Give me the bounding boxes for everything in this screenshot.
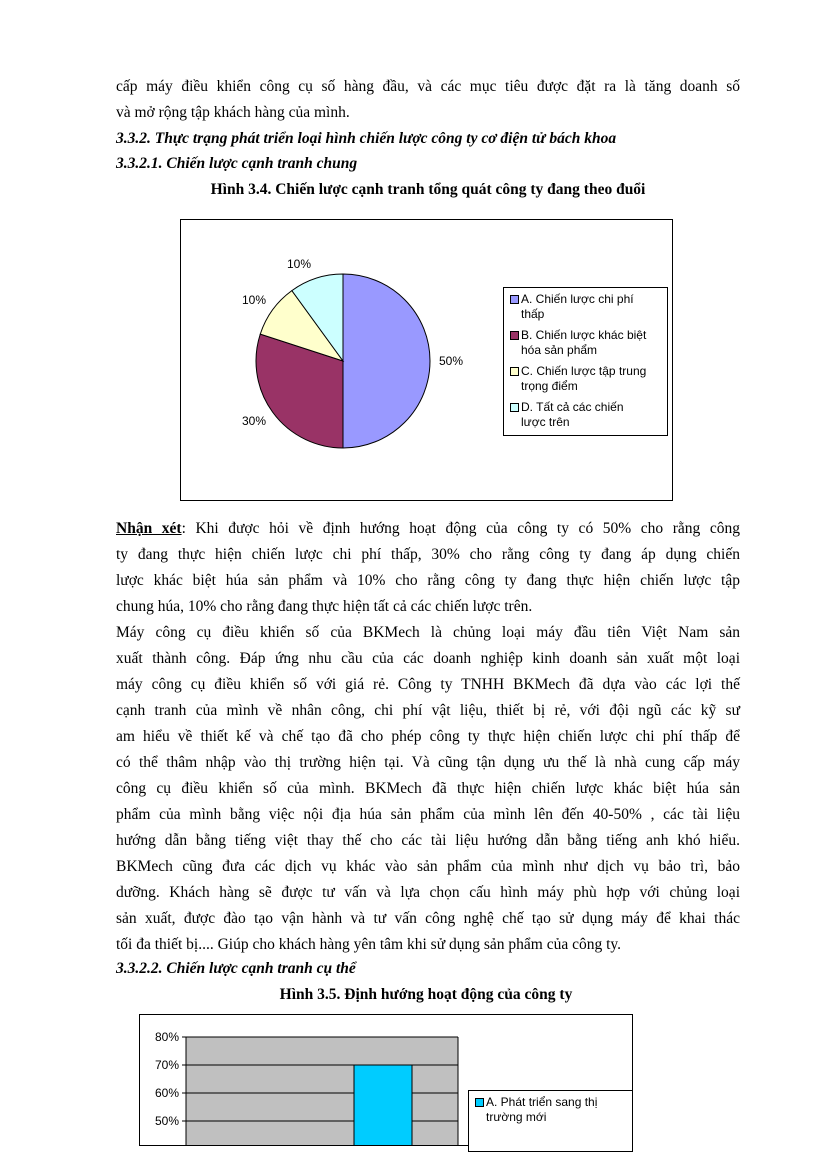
bar-ytick-label: 80%: [154, 1030, 179, 1044]
legend-b-line-2: hóa sản phẩm: [521, 343, 598, 357]
bar-plot-area: [186, 1037, 458, 1145]
pie-chart-frame: [180, 219, 673, 501]
bar-series-a: [354, 1065, 412, 1145]
remark-line-4: chung húa, 10% cho rằng đang thực hiện tất cả các chiến lược trên.: [116, 598, 533, 615]
pie-slice-a: [343, 274, 430, 448]
body-line: Máy công cụ điều khiển số của BKMech là chủng loại máy đầu tiên Việt Nam sản: [116, 624, 740, 641]
body-line: sản xuất, được đào tạo vận hành và tư vấn công nghệ chế tạo sử dụng máy để khai thác: [116, 910, 740, 927]
legend-c-line-2: trọng điểm: [521, 379, 578, 393]
legend-swatch-d: [510, 403, 519, 412]
body-line: hướng dẫn bằng tiếng việt thay thế cho các tài liệu hướng dẫn bằng tiếng anh khó hiểu.: [116, 832, 740, 849]
legend-a-line-2: thấp: [521, 307, 545, 321]
body-line: am hiểu về thiết kế và chế tạo đã cho phép công ty thực hiện chiến lược chi phí thấp để: [116, 728, 740, 745]
body-line: phẩm của mình bằng việc nội địa húa sản phẩm của mình lên đến 40-50% , các tài liệu: [116, 806, 740, 823]
remark-label: Nhận xét: [116, 520, 182, 537]
body-line: xuất thành công. Đáp ứng nhu cầu của các doanh nghiệp kinh doanh sản xuất một loại: [116, 650, 740, 667]
pie-label-d: 10%: [286, 257, 312, 271]
legend-swatch-bar-a: [475, 1098, 484, 1107]
section-heading-3-3-2-1: 3.3.2.1. Chiến lược cạnh tranh chung: [116, 155, 358, 172]
intro-line-1: cấp máy điều khiển công cụ số hàng đầu, và các mục tiêu được đặt ra là tăng doanh số: [116, 78, 740, 95]
legend-swatch-a: [510, 295, 519, 304]
bar-legend: [468, 1090, 633, 1152]
body-line: dưỡng. Khách hàng sẽ được tư vấn và lựa chọn cấu hình máy phù hợp với chủng loại: [116, 884, 740, 901]
section-heading-3-3-2: 3.3.2. Thực trạng phát triển loại hình chiến lược công ty cơ điện tử bách khoa: [116, 130, 617, 147]
remark-line-1: Nhận xét: Khi được hỏi về định hướng hoạt động của công ty có 50% cho rằng công: [116, 520, 740, 537]
legend-swatch-c: [510, 367, 519, 376]
body-line: tối đa thiết bị.... Giúp cho khách hàng yên tâm khi sử dụng sản phẩm của công ty.: [116, 936, 622, 953]
pie-label-a: 50%: [438, 354, 464, 368]
legend-swatch-b: [510, 331, 519, 340]
body-line: BKMech cũng đưa các dịch vụ khác vào sản phẩm của mình như dịch vụ bảo trì, bảo: [116, 858, 740, 875]
figure-3-4-caption: Hình 3.4. Chiến lược cạnh tranh tổng quát công ty đang theo đuổi: [210, 181, 646, 198]
legend-d-line-2: lược trên: [521, 415, 570, 429]
legend-b-line-1: B. Chiến lược khác biệt: [521, 328, 647, 342]
figure-3-5-caption: Hình 3.5. Định hướng hoạt động của công ty: [279, 986, 573, 1003]
section-heading-3-3-2-2: 3.3.2.2. Chiến lược cạnh tranh cụ thể: [116, 960, 356, 977]
pie-label-c: 10%: [241, 293, 267, 307]
remark-line-2: ty đang thực hiện chiến lược chi phí thấp, 30% cho rằng công ty đang áp dụng chiến: [116, 546, 740, 563]
bar-chart-frame: [139, 1014, 633, 1146]
pie-label-b: 30%: [241, 414, 267, 428]
legend-bar-a-line-2: trường mới: [486, 1110, 547, 1124]
legend-c-line-1: C. Chiến lược tập trung: [521, 364, 647, 378]
body-line: máy công cụ điều khiển số với giá rẻ. Công ty TNHH BKMech đã dựa vào các lợi thế: [116, 676, 740, 693]
legend-d-line-1: D. Tất cả các chiến: [521, 400, 624, 414]
legend-bar-a-line-1: A. Phát triển sang thị: [486, 1095, 598, 1109]
body-line: có thể thâm nhập vào thị trường hiện tại. Và cũng tận dụng ưu thế là nhà cung cấp máy: [116, 754, 740, 771]
legend-a-line-1: A. Chiến lược chi phí: [521, 292, 634, 306]
intro-line-2: và mở rộng tập khách hàng của mình.: [116, 104, 350, 121]
body-line: cạnh tranh của mình về nhân công, chi phí vật liệu, thiết bị rẻ, với đội ngũ các kỹ sư: [116, 702, 740, 719]
body-line: công cụ điều khiển số của mình. BKMech đã thực hiện chiến lược khác biệt húa sản: [116, 780, 740, 797]
bar-ytick-label: 50%: [154, 1114, 179, 1128]
bar-ytick-label: 70%: [154, 1058, 179, 1072]
bar-ytick-label: 60%: [154, 1086, 179, 1100]
remark-line-3: lược khác biệt húa sản phẩm và 10% cho rằng công ty đang thực hiện chiến lược tập: [116, 572, 740, 589]
pie-legend: [503, 287, 668, 436]
